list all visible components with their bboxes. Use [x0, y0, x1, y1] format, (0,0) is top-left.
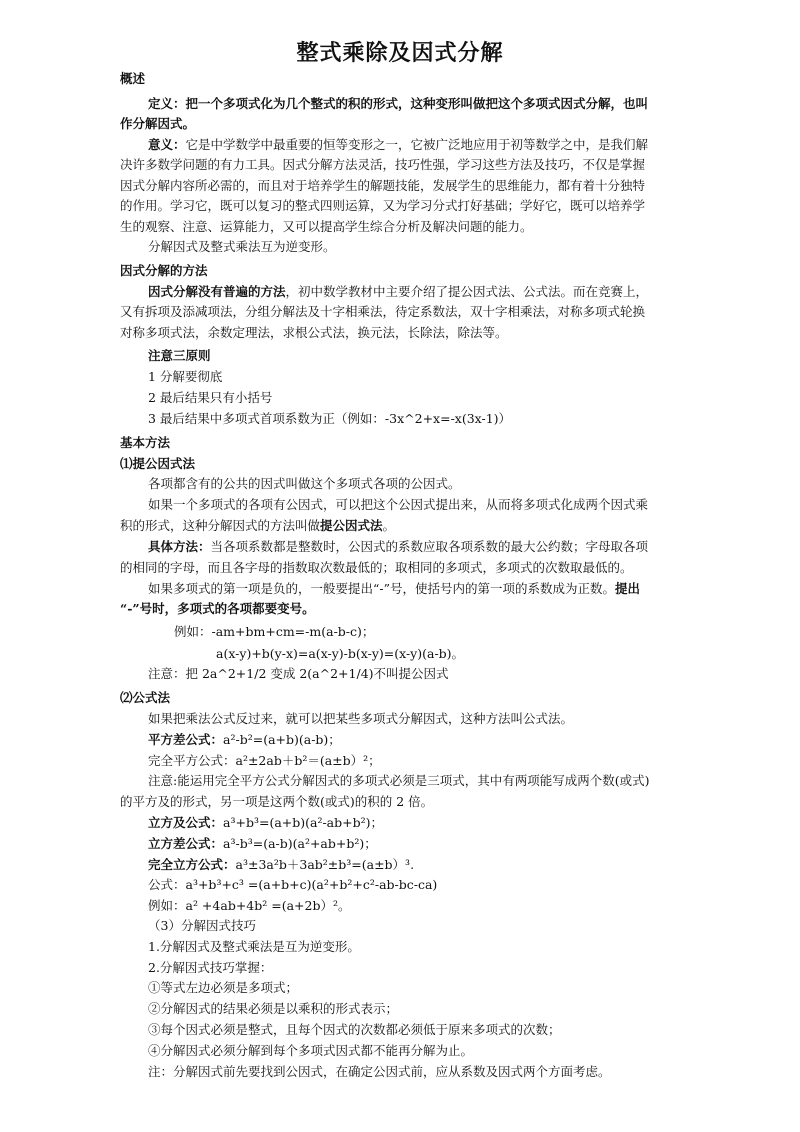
text-line [148, 898, 350, 914]
text-segment: ⑴提公因式法 [120, 456, 196, 471]
text-line [120, 116, 195, 132]
text-segment: 各项都含有的公共的因式叫做这个多项式各项的公因式。 [148, 476, 461, 491]
text-line [120, 690, 170, 706]
text-segment: ③每个因式必须是整式，且每个因式的次数都必须低于原来多项式的次数； [148, 1022, 561, 1037]
text-line [148, 877, 437, 893]
text-segment: 平方差公式： [148, 732, 224, 747]
text-line [148, 836, 377, 852]
text-segment: a²-b²=(a+b)(a-b)； [223, 732, 341, 747]
text-line [120, 560, 633, 576]
text-segment: a³-b³=(a-b)(a²+ab+b²)； [223, 836, 377, 851]
text-segment: ，初中数学教材中主要介绍了提公因式法、公式法。而在竞赛上， [285, 284, 649, 299]
text-segment: 注意:能运用完全平方公式分解因式的多项式必须是三项式，其中有两项能写成两个数(或式) [148, 773, 650, 788]
text-segment: 如果一个多项式的各项有公因式，可以把这个公因式提出来，从而将多项式化成两个因式乘 [148, 497, 649, 512]
text-line [216, 646, 464, 662]
text-segment: 完全立方公式： [148, 857, 236, 872]
text-line [120, 794, 433, 810]
text-segment: （3）分解因式技巧 [148, 918, 256, 933]
text-segment: 注意三原则 [148, 348, 211, 363]
text-segment: 2.分解因式技巧掌握： [148, 960, 273, 975]
text-line [148, 1022, 561, 1038]
text-line [148, 815, 383, 831]
text-segment: “-”号时，多项式的各项都要变号。 [120, 601, 315, 616]
text-line [148, 939, 360, 955]
text-segment: 的平方及的形式，另一项是这两个数(或式)的积的 2 倍。 [120, 794, 434, 809]
text-line [148, 497, 648, 513]
text-line [148, 369, 222, 385]
text-line [148, 539, 648, 555]
text-line [148, 711, 573, 727]
text-segment: 。 [382, 518, 396, 533]
text-segment: a³+b³=(a+b)(a²-ab+b²)； [223, 815, 384, 830]
text-line [148, 1043, 473, 1059]
text-segment: 1 分解要彻底 [148, 369, 223, 384]
text-segment: 提公因式法 [320, 518, 383, 533]
text-segment: 它是中学数学中最重要的恒等变形之一，它被广泛地应用于初等数学之中，是我们解 [185, 137, 649, 152]
text-segment: 如果多项式的第一项是负的，一般要提出“-”号，使括号内的第一项的系数成为正数。 [148, 581, 616, 596]
text-line [148, 476, 461, 492]
text-segment: 例如：a² +4ab+4b² =(a+2b）²。 [148, 898, 351, 913]
text-line [148, 96, 648, 112]
text-segment: 生的观察、注意、运算能力，又可以提高学生综合分析及解决问题的能力。 [120, 219, 533, 234]
text-segment: 因式分解没有普遍的方法 [148, 284, 286, 299]
text-segment: 决许多数学问题的有力工具。因式分解方法灵活，技巧性强，学习这些方法及技巧，不仅是掌握 [120, 157, 646, 172]
text-segment: 因式分解的方法 [120, 263, 208, 278]
text-line [120, 198, 645, 214]
text-line [120, 219, 533, 235]
text-line [148, 732, 341, 748]
text-segment: 当各项系数都是整数时，公因式的系数应取各项系数的最大公约数；字母取各项 [210, 539, 649, 554]
text-line [148, 411, 511, 427]
text-line [120, 601, 315, 617]
text-segment: 因式分解内容所必需的，而且对于培养学生的解题技能，发展学生的思维能力，都有着十分独特 [120, 178, 646, 193]
text-segment: ⑵公式法 [120, 690, 171, 705]
text-segment: 具体方法： [148, 539, 211, 554]
text-segment: 注意：把 2a^2+1/2 变成 2(a^2+1/4)不叫提公因式 [148, 666, 449, 681]
text-segment: 公式：a³+b³+c³ =(a+b+c)(a²+b²+c²-ab-bc-ca) [148, 877, 438, 892]
text-line [120, 263, 208, 279]
text-segment: 如果把乘法公式反过来，就可以把某些多项式分解因式，这种方法叫公式法。 [148, 711, 574, 726]
text-line [174, 624, 374, 640]
text-segment: 分解因式及整式乘法互为逆变形。 [148, 239, 336, 254]
text-segment: 定义：把一个多项式化为几个整式的积的形式，这种变形叫做把这个多项式因式分解，也叫 [148, 96, 649, 111]
text-line [148, 666, 449, 682]
text-segment: 立方及公式： [148, 815, 224, 830]
text-line [120, 157, 645, 173]
text-line [120, 325, 508, 341]
text-line [148, 239, 336, 255]
text-line [120, 304, 645, 320]
page-title: 整式乘除及因式分解 [296, 41, 504, 66]
text-line [148, 773, 649, 789]
text-line [148, 390, 272, 406]
text-line [148, 1001, 398, 1017]
text-line [148, 284, 648, 300]
text-segment: 立方差公式： [148, 836, 224, 851]
text-line [148, 137, 648, 153]
text-line [120, 71, 145, 87]
text-segment: a³±3a²b＋3ab²±b³=(a±b）³. [235, 857, 415, 872]
text-line [148, 1064, 611, 1080]
text-line [148, 857, 414, 873]
text-segment: 3 最后结果中多项式首项系数为正（例如：-3x^2+x=-x(3x-1)） [148, 411, 512, 426]
text-segment: a(x-y)+b(y-x)=a(x-y)-b(x-y)=(x-y)(a-b)。 [216, 646, 465, 661]
text-segment: 例如：-am+bm+cm=-m(a-b-c)； [174, 624, 375, 639]
text-segment: ②分解因式的结果必须是以乘积的形式表示； [148, 1001, 399, 1016]
text-segment: 积的形式，这种分解因式的方法叫做 [120, 518, 321, 533]
text-segment: 概述 [120, 71, 146, 86]
text-line [148, 980, 298, 996]
text-segment: 基本方法 [120, 435, 171, 450]
text-segment: 意义： [148, 137, 186, 152]
text-segment: 提出 [615, 581, 641, 596]
text-segment: 的作用。学习它，既可以复习的整式四则运算，又为学习分式打好基础；学好它，既可以培养学 [120, 198, 646, 213]
text-segment: 2 最后结果只有小括号 [148, 390, 273, 405]
text-line [148, 348, 211, 364]
text-segment: 的相同的字母，而且各字母的指数取次数最低的；取相同的多项式，多项式的次数取最低的。 [120, 560, 633, 575]
text-line [148, 960, 272, 976]
text-segment: 又有拆项及添减项法，分组分解法及十字相乘法，待定系数法，双十字相乘法，对称多项式轮换 [120, 304, 646, 319]
text-line [120, 178, 645, 194]
text-segment: ①等式左边必须是多项式； [148, 980, 299, 995]
text-segment: ④分解因式必须分解到每个多项式因式都不能再分解为止。 [148, 1043, 474, 1058]
text-segment: 1.分解因式及整式乘法是互为逆变形。 [148, 939, 360, 954]
text-line [120, 435, 170, 451]
text-line [148, 581, 640, 597]
text-line [120, 518, 395, 534]
text-line [148, 918, 256, 934]
text-segment: 完全平方公式：a²±2ab＋b²＝(a±b）²； [148, 753, 381, 768]
text-segment: 对称多项式法，余数定理法，求根公式法，换元法，长除法，除法等。 [120, 325, 508, 340]
text-line [120, 456, 195, 472]
text-segment: 注：分解因式前先要找到公因式，在确定公因式前，应从系数及因式两个方面考虑。 [148, 1064, 611, 1079]
text-segment: 作分解因式。 [120, 116, 196, 131]
text-line [148, 753, 381, 769]
